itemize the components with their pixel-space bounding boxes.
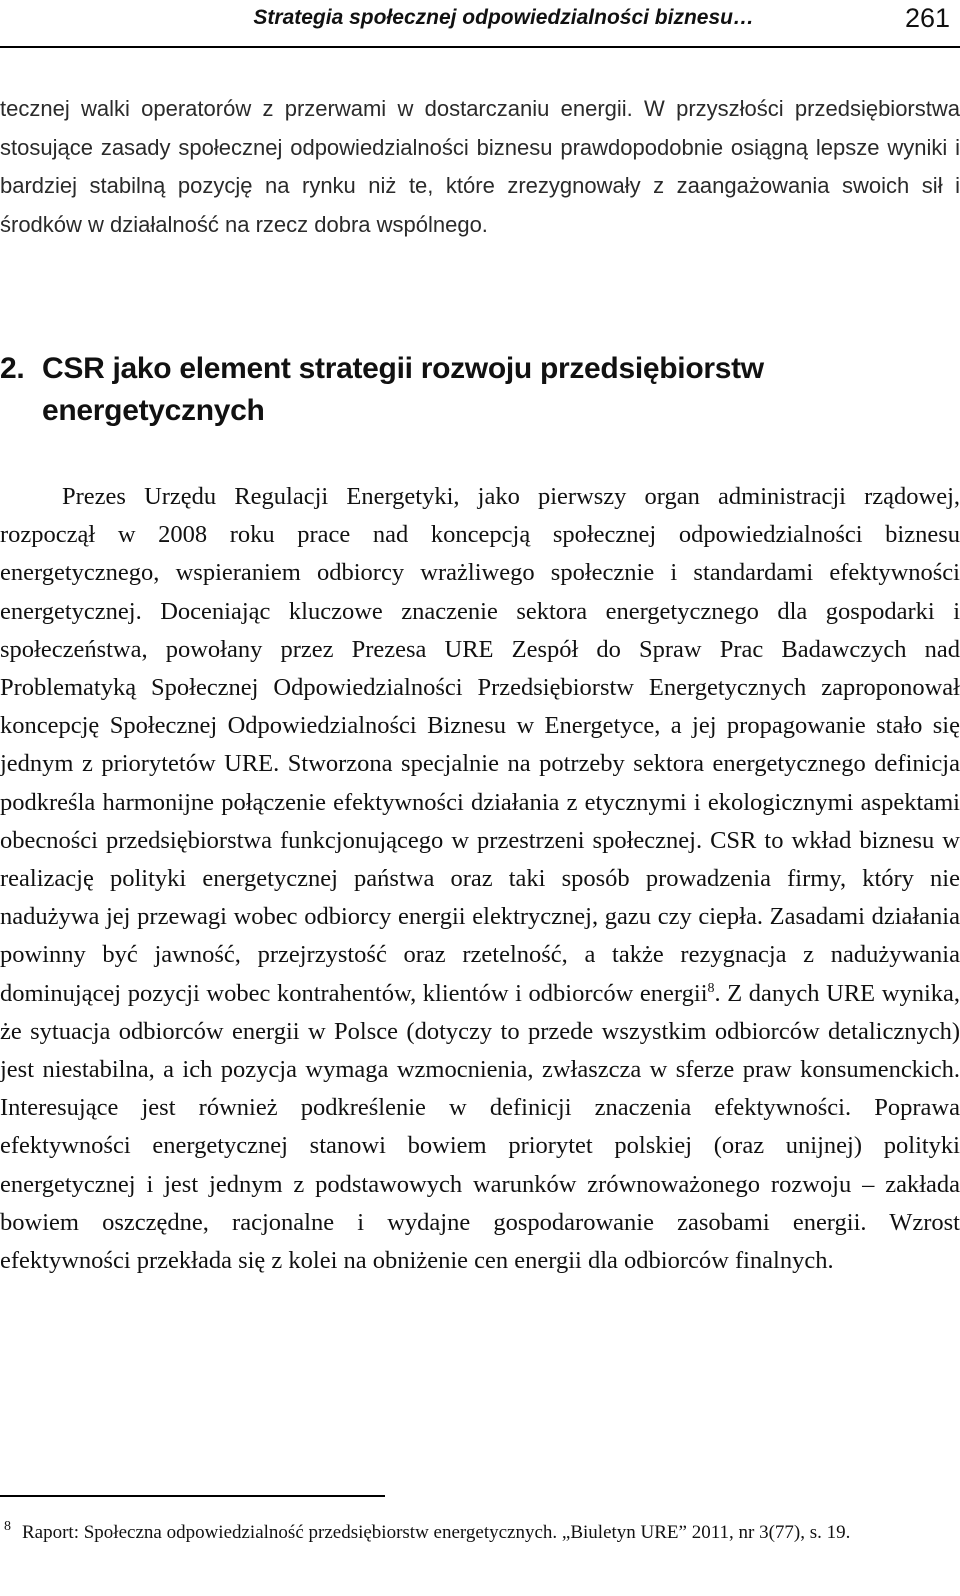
- section-heading: [0, 348, 960, 432]
- footnote-number: 8: [4, 1519, 11, 1534]
- section-number: 2.: [0, 352, 25, 385]
- page-number: 261: [904, 3, 950, 33]
- section-title-line-1: CSR jako element strategii rozwoju przedsiębiorstw: [42, 352, 764, 385]
- running-header-title: Strategia społecznej odpowiedzialności biznesu…: [253, 6, 754, 29]
- body-paragraph: [0, 478, 960, 1280]
- section-title-line-2: energetycznych: [42, 394, 265, 427]
- body-paragraph-continued: tecznej walki operatorów z przerwami w dostarczaniu energii. W przyszłości przedsiębiorstwa stosujące zasady społecznej odpowiedzialności biznesu prawdopodobnie osiągną lepsze wyniki i bardziej stabilną pozycję na rynku niż te, które zrezygnowały z zaangażowania swoich sił i środków w działalność na rzecz dobra wspólnego.: [0, 96, 960, 237]
- footnote: [0, 1518, 960, 1548]
- body-paragraph-text-part-2: . Z danych URE wynika, że sytuacja odbiorców energii w Polsce (dotyczy to przede wszystkim odbiorców detalicznych) jest niestabilna, a ich pozycja wymaga wzmocnienia, zwłaszcza w sferze praw konsumenckich. Interesujące jest również podkreślenie w definicji znaczenia efektywności. Poprawa efektywności energetycznej stanowi bowiem priorytet polskiej (oraz unijnej) polityki energetycznej i jest jednym z podstawowych warunków zrównoważonego rozwoju – zakłada bowiem oszczędne, racjonalne i wydajne gospodarowanie zasobami energii. Wzrost efektywności przekłada się z kolei na obniżenie cen energii dla odbiorców finalnych.: [0, 979, 960, 1275]
- footnote-reference[interactable]: 8: [707, 980, 715, 996]
- running-header: [0, 0, 960, 48]
- footnote-text: Raport: Społeczna odpowiedzialność przedsiębiorstw energetycznych. „Biuletyn URE” 2011, nr 3(77), s. 19.: [22, 1522, 851, 1543]
- body-paragraph-text-part-1: Prezes Urzędu Regulacji Energetyki, jako pierwszy organ administracji rządowej, rozpoczął w 2008 roku prace nad koncepcją społecznej odpowiedzialności biznesu energetycznego, wspieraniem odbiorcy wrażliwego społecznie i standardami efektywności energetycznej. Doceniając kluczowe znaczenie sektora energetycznego dla gospodarki i społeczeństwa, powołany przez Prezesa URE Zespół do Spraw Prac Badawczych nad Problematyką Społecznej Odpowiedzialności Przedsiębiorstw Energetycznych zaproponował koncepcję Społecznej Odpowiedzialności Biznesu w Energetyce, a jej propagowanie stało się jednym z priorytetów URE. Stworzona specjalnie na potrzeby sektora energetycznego definicja podkreśla harmonijne połączenie efektywności działania z etycznymi i ekologicznymi aspektami obecności przedsiębiorstwa funkcjonującego w przestrzeni społecznej. CSR to wkład biznesu w realizację polityki energetycznej państwa oraz taki sposób prowadzenia firmy, który nie nadużywa jej przewagi wobec odbiorcy energii elektrycznej, gazu czy ciepła. Zasadami działania powinny być jawność, przejrzystość oraz rzetelność, a także rezygnacja z nadużywania dominującej pozycji wobec kontrahentów, klientów i odbiorców energii: [0, 483, 960, 1007]
- footnote-divider: [0, 1495, 385, 1497]
